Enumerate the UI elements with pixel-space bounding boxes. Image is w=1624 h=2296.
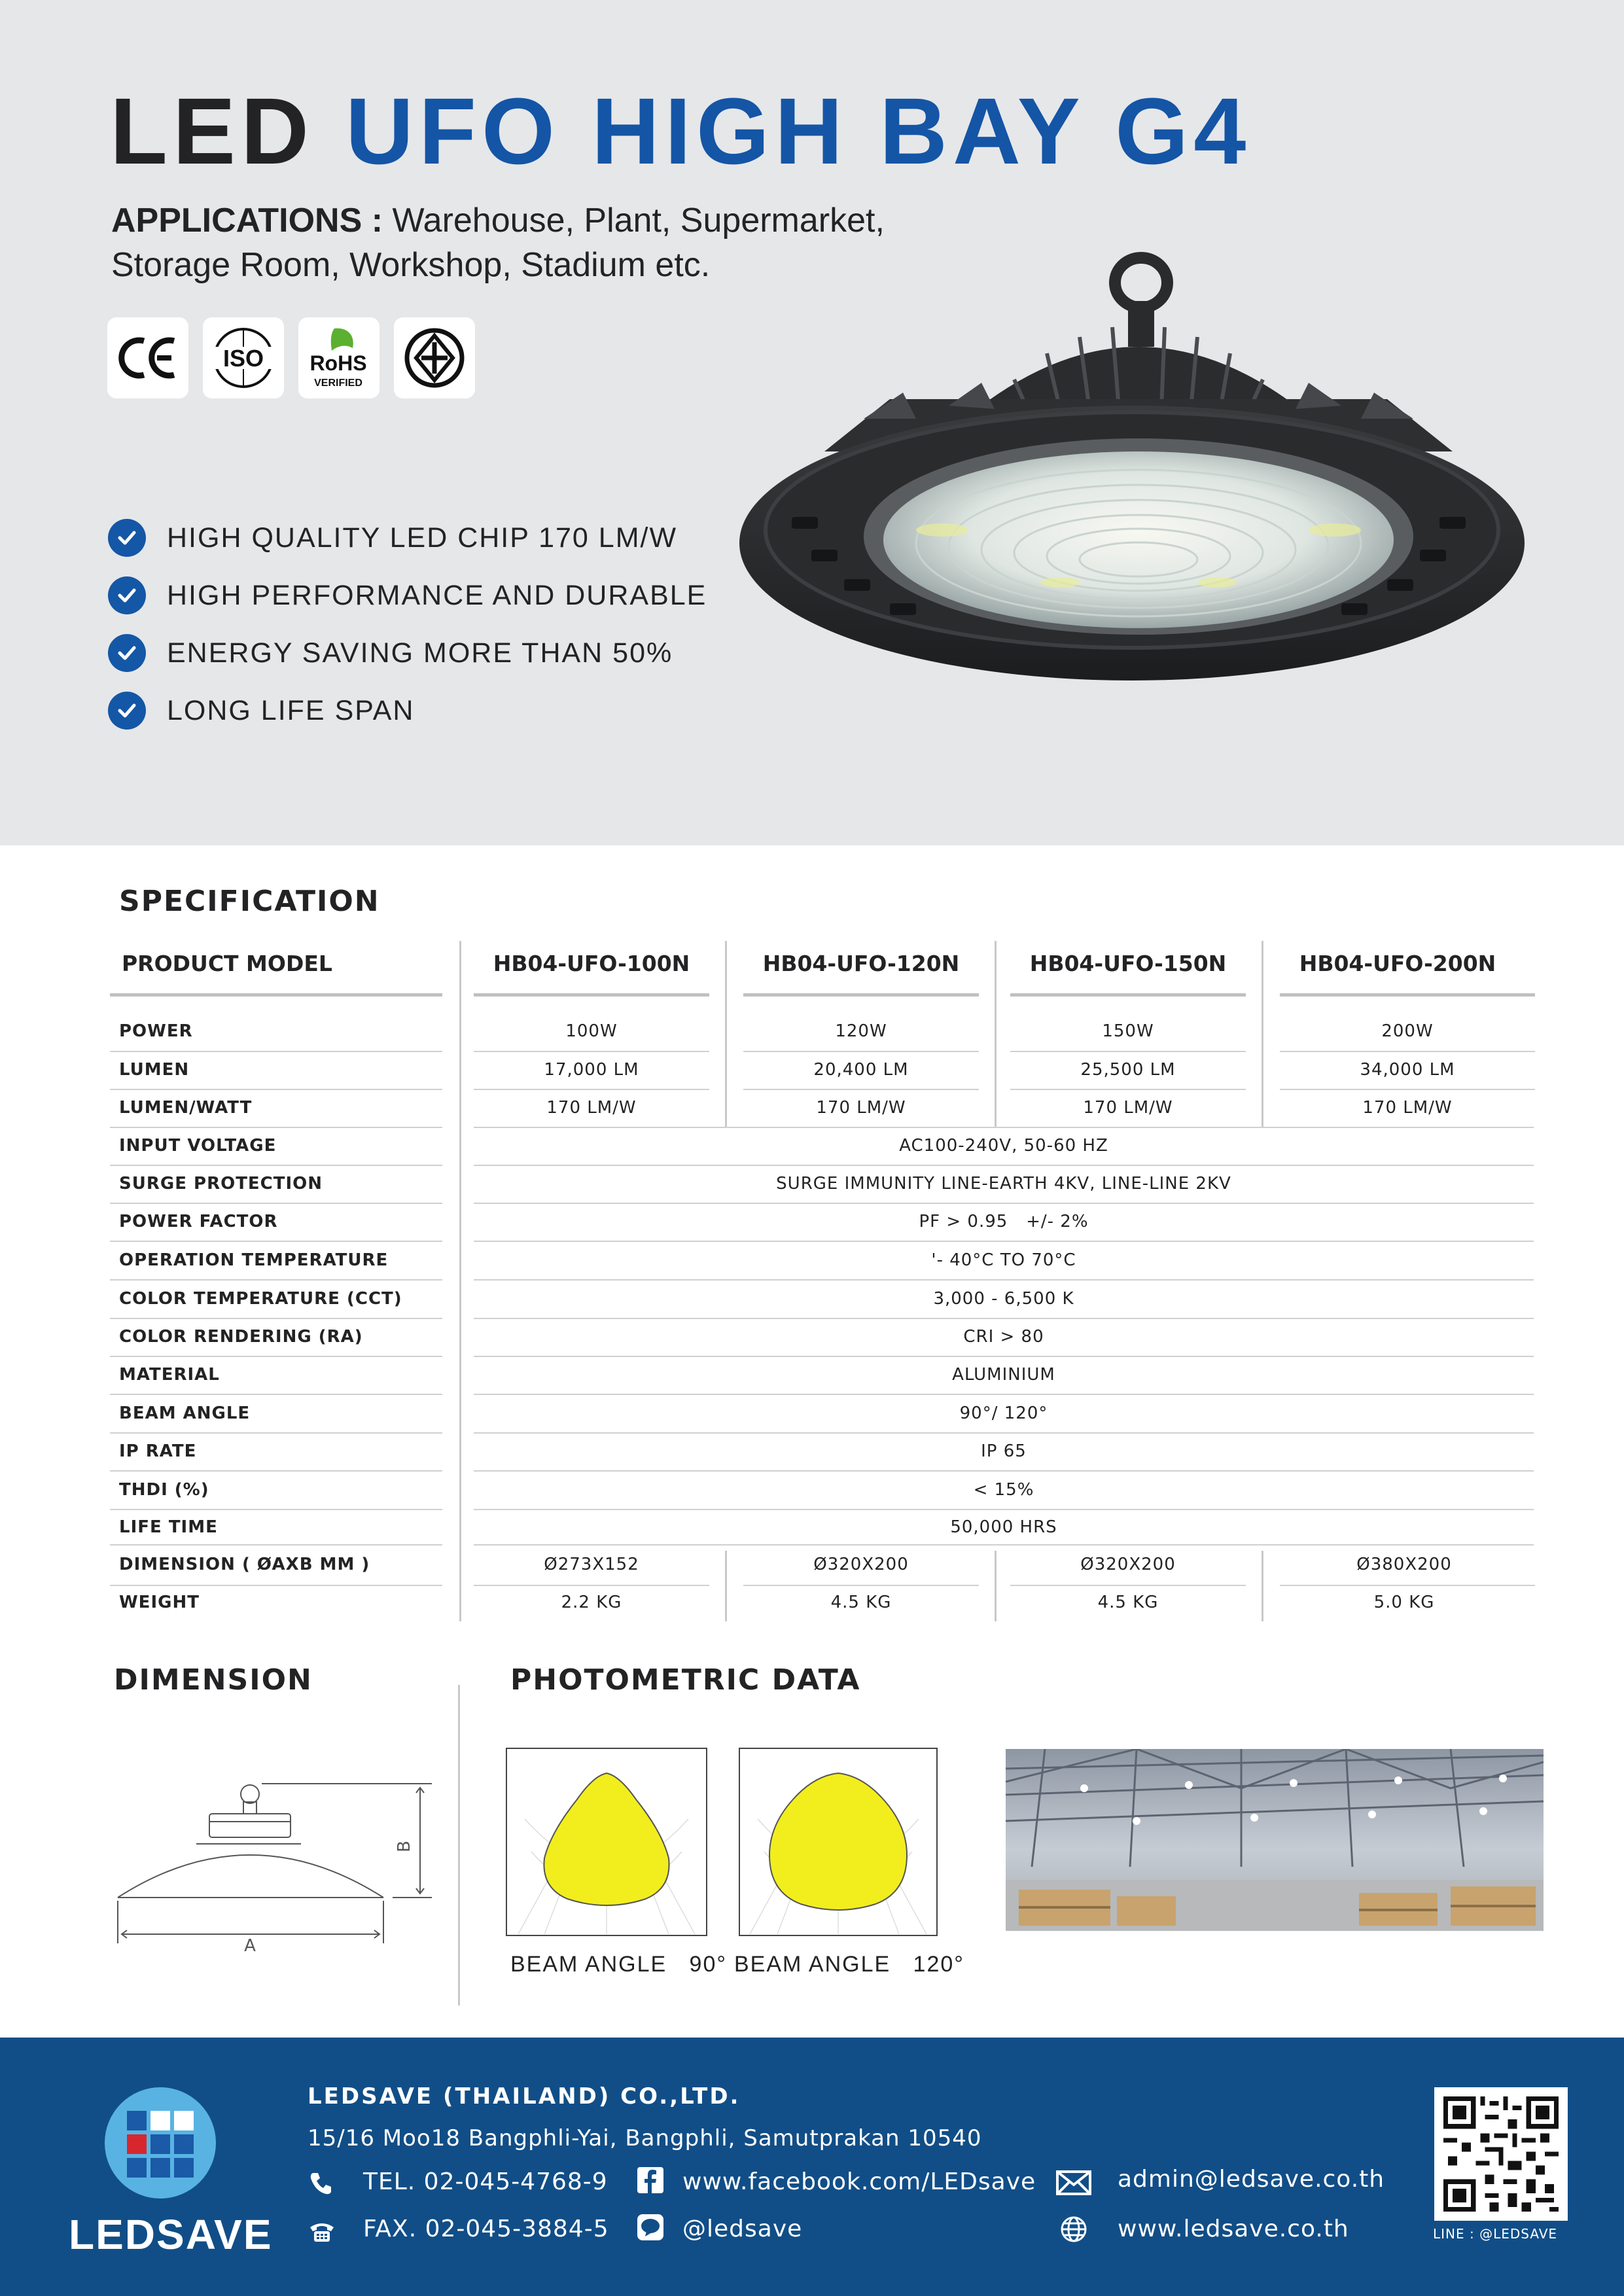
row-rule bbox=[1280, 1089, 1535, 1090]
column-divider bbox=[459, 941, 461, 1621]
ledsave-logo bbox=[105, 2087, 216, 2199]
dimension-title: DIMENSION bbox=[114, 1663, 313, 1697]
model-header: HB04-UFO-150N bbox=[1029, 951, 1227, 976]
spec-value: 50,000 HRS bbox=[950, 1517, 1057, 1537]
spec-value: Ø273X152 bbox=[544, 1555, 639, 1574]
feature-text: HIGH PERFORMANCE AND DURABLE bbox=[167, 579, 707, 611]
beam-angle-value: 90° bbox=[689, 1952, 727, 1977]
column-divider bbox=[1262, 941, 1263, 1128]
product-image-ufo-lamp bbox=[733, 242, 1531, 713]
spec-value: 170 LM/W bbox=[1083, 1098, 1173, 1118]
row-rule bbox=[474, 1432, 1534, 1434]
row-rule bbox=[1010, 1585, 1246, 1586]
row-rule bbox=[743, 1585, 979, 1586]
email-icon bbox=[1056, 2170, 1091, 2195]
beam-angle-label: BEAM ANGLE bbox=[510, 1952, 667, 1977]
row-rule bbox=[474, 1203, 1534, 1204]
spec-value: 170 LM/W bbox=[1362, 1098, 1453, 1118]
column-divider bbox=[725, 941, 727, 1128]
spec-value: 200W bbox=[1381, 1021, 1434, 1041]
spec-label: MATERIAL bbox=[119, 1365, 220, 1385]
photometric-title: PHOTOMETRIC DATA bbox=[510, 1663, 861, 1697]
beam-angle-value: 120° bbox=[913, 1952, 964, 1977]
beam-angle-90-label bbox=[510, 1952, 727, 1977]
spec-label: POWER FACTOR bbox=[119, 1212, 278, 1231]
spec-value: ALUMINIUM bbox=[952, 1365, 1055, 1385]
applications-label: APPLICATIONS : bbox=[111, 202, 383, 239]
brand-name: LEDSAVE bbox=[69, 2211, 273, 2258]
spec-label: SURGE PROTECTION bbox=[119, 1174, 323, 1193]
line-app-icon bbox=[637, 2214, 663, 2240]
qr-caption: LINE : @LEDSAVE bbox=[1433, 2226, 1558, 2242]
spec-label: INPUT VOLTAGE bbox=[119, 1136, 277, 1156]
spec-value: 170 LM/W bbox=[816, 1098, 906, 1118]
certification-badges bbox=[107, 317, 475, 398]
line-qr-code[interactable] bbox=[1434, 2087, 1568, 2221]
product-model-header: PRODUCT MODEL bbox=[122, 951, 332, 976]
feature-item bbox=[108, 509, 707, 567]
spec-value: 25,500 LM bbox=[1080, 1060, 1176, 1080]
spec-label: LUMEN bbox=[119, 1060, 190, 1080]
check-icon bbox=[108, 692, 146, 730]
spec-value: IP 65 bbox=[981, 1441, 1027, 1461]
spec-value: SURGE IMMUNITY LINE-EARTH 4KV, LINE-LINE 2KV bbox=[776, 1174, 1231, 1193]
section-divider bbox=[458, 1685, 460, 2005]
polar-plot-90 bbox=[505, 1747, 708, 1937]
row-rule bbox=[743, 1051, 979, 1052]
feature-item bbox=[108, 624, 707, 682]
spec-label: IP RATE bbox=[119, 1441, 197, 1461]
telephone: TEL. 02-045-4768-9 bbox=[363, 2168, 608, 2195]
model-header: HB04-UFO-100N bbox=[493, 951, 690, 976]
footer bbox=[0, 2038, 1624, 2296]
facebook-icon bbox=[637, 2167, 663, 2193]
company-address: 15/16 Moo18 Bangphli-Yai, Bangphli, Samutprakan 10540 bbox=[308, 2125, 982, 2151]
spec-value: 17,000 LM bbox=[544, 1060, 639, 1080]
check-icon bbox=[108, 634, 146, 672]
spec-value: PF > 0.95 +/- 2% bbox=[919, 1212, 1089, 1231]
globe-icon bbox=[1060, 2216, 1087, 2243]
spec-value: 4.5 KG bbox=[1097, 1593, 1159, 1612]
hero-section bbox=[0, 0, 1624, 845]
row-rule bbox=[110, 1585, 442, 1586]
spec-value: 4.5 KG bbox=[830, 1593, 892, 1612]
feature-list bbox=[108, 509, 707, 739]
row-rule bbox=[474, 1318, 1534, 1319]
spec-label: WEIGHT bbox=[119, 1593, 200, 1612]
spec-value: 90°/ 120° bbox=[959, 1404, 1048, 1423]
spec-label: LUMEN/WATT bbox=[119, 1098, 253, 1118]
row-rule bbox=[474, 1544, 1534, 1545]
rohs-verified-icon bbox=[298, 317, 380, 398]
dimension-drawing bbox=[105, 1767, 445, 1963]
spec-label: LIFE TIME bbox=[119, 1517, 218, 1537]
page-title bbox=[110, 77, 1251, 186]
specification-table bbox=[110, 941, 1534, 1621]
spec-value: 34,000 LM bbox=[1360, 1060, 1455, 1080]
row-rule bbox=[474, 1051, 709, 1052]
line-id[interactable]: @ledsave bbox=[682, 2216, 803, 2242]
applications-line1: Warehouse, Plant, Supermarket, bbox=[392, 202, 885, 239]
spec-value: 2.2 KG bbox=[561, 1593, 622, 1612]
row-rule bbox=[110, 1544, 442, 1545]
dimension-label-b: B bbox=[395, 1841, 414, 1852]
spec-value: 5.0 KG bbox=[1373, 1593, 1435, 1612]
spec-value: 3,000 - 6,500 K bbox=[933, 1289, 1074, 1309]
row-rule bbox=[110, 1089, 442, 1090]
spec-value: 120W bbox=[835, 1021, 887, 1041]
row-rule bbox=[110, 1470, 442, 1472]
row-rule bbox=[474, 1279, 1534, 1280]
row-rule bbox=[1010, 1089, 1246, 1090]
applications-line2: Storage Room, Workshop, Stadium etc. bbox=[111, 246, 711, 284]
row-rule bbox=[110, 1318, 442, 1319]
row-rule bbox=[474, 1127, 1534, 1128]
row-rule bbox=[1280, 1585, 1535, 1586]
spec-label: POWER bbox=[119, 1021, 193, 1041]
spec-label: OPERATION TEMPERATURE bbox=[119, 1250, 389, 1270]
row-rule bbox=[110, 1279, 442, 1280]
header-rule bbox=[743, 993, 979, 997]
column-divider bbox=[995, 941, 997, 1128]
facebook-link[interactable]: www.facebook.com/LEDsave bbox=[682, 2168, 1036, 2195]
iso-mark-icon bbox=[203, 317, 284, 398]
column-divider bbox=[1262, 1551, 1263, 1621]
spec-value: '- 40°C TO 70°C bbox=[931, 1250, 1076, 1270]
row-rule bbox=[1010, 1051, 1246, 1052]
spec-value: 20,400 LM bbox=[813, 1060, 909, 1080]
beam-angle-label: BEAM ANGLE bbox=[734, 1952, 891, 1977]
rohs-verified-text: VERIFIED bbox=[314, 378, 362, 389]
company-name: LEDSAVE (THAILAND) CO.,LTD. bbox=[308, 2083, 741, 2110]
email-link[interactable]: admin@ledsave.co.th bbox=[1118, 2166, 1385, 2193]
row-rule bbox=[110, 1509, 442, 1510]
header-rule bbox=[1010, 993, 1246, 997]
model-header: HB04-UFO-120N bbox=[762, 951, 960, 976]
header-rule bbox=[474, 993, 709, 997]
website-link[interactable]: www.ledsave.co.th bbox=[1118, 2216, 1349, 2242]
fax: FAX. 02-045-3884-5 bbox=[363, 2216, 609, 2242]
polar-plot-120 bbox=[738, 1747, 938, 1937]
spec-value: < 15% bbox=[973, 1480, 1034, 1500]
spec-value: Ø320X200 bbox=[1080, 1555, 1176, 1574]
model-header: HB04-UFO-200N bbox=[1299, 951, 1496, 976]
row-rule bbox=[474, 1509, 1534, 1510]
spec-value: AC100-240V, 50-60 HZ bbox=[899, 1136, 1108, 1156]
iso-text: ISO bbox=[222, 345, 264, 372]
feature-text: ENERGY SAVING MORE THAN 50% bbox=[167, 637, 673, 669]
column-divider bbox=[725, 1551, 727, 1621]
feature-item bbox=[108, 682, 707, 739]
title-led: LED bbox=[110, 79, 314, 184]
row-rule bbox=[474, 1585, 709, 1586]
spec-value: 170 LM/W bbox=[546, 1098, 637, 1118]
spec-value: 100W bbox=[565, 1021, 618, 1041]
dimension-label-a: A bbox=[244, 1936, 256, 1956]
row-rule bbox=[110, 1203, 442, 1204]
row-rule bbox=[110, 1127, 442, 1128]
spec-label: COLOR TEMPERATURE (CCT) bbox=[119, 1289, 402, 1309]
header-rule bbox=[110, 993, 442, 997]
rohs-text: RoHS bbox=[309, 351, 367, 375]
row-rule bbox=[743, 1089, 979, 1090]
row-rule bbox=[110, 1241, 442, 1242]
fax-icon bbox=[308, 2218, 336, 2244]
row-rule bbox=[110, 1394, 442, 1395]
spec-label: BEAM ANGLE bbox=[119, 1404, 251, 1423]
row-rule bbox=[474, 1356, 1534, 1357]
row-rule bbox=[474, 1470, 1534, 1472]
row-rule bbox=[474, 1165, 1534, 1166]
check-icon bbox=[108, 519, 146, 557]
column-divider bbox=[995, 1551, 997, 1621]
spec-label: THDI (%) bbox=[119, 1480, 209, 1500]
row-rule bbox=[1280, 1051, 1535, 1052]
row-rule bbox=[474, 1394, 1534, 1395]
row-rule bbox=[110, 1356, 442, 1357]
row-rule bbox=[474, 1241, 1534, 1242]
feature-text: LONG LIFE SPAN bbox=[167, 694, 415, 726]
beam-angle-120-label bbox=[734, 1952, 964, 1977]
row-rule bbox=[474, 1089, 709, 1090]
feature-item bbox=[108, 567, 707, 624]
spec-value: 150W bbox=[1102, 1021, 1154, 1041]
title-model: UFO HIGH BAY G4 bbox=[345, 79, 1252, 184]
warehouse-photo bbox=[1006, 1749, 1544, 1931]
row-rule bbox=[110, 1051, 442, 1052]
header-rule bbox=[1280, 993, 1535, 997]
row-rule bbox=[110, 1432, 442, 1434]
spec-label: DIMENSION ( ØAXB MM ) bbox=[119, 1555, 370, 1574]
specification-title: SPECIFICATION bbox=[119, 885, 380, 918]
ce-mark-icon bbox=[107, 317, 188, 398]
spec-value: Ø380X200 bbox=[1356, 1555, 1452, 1574]
spec-value: Ø320X200 bbox=[813, 1555, 909, 1574]
tis-mark-icon bbox=[394, 317, 475, 398]
check-icon bbox=[108, 576, 146, 614]
phone-icon bbox=[308, 2170, 334, 2197]
spec-label: COLOR RENDERING (RA) bbox=[119, 1327, 363, 1347]
spec-value: CRI > 80 bbox=[963, 1327, 1044, 1347]
row-rule bbox=[110, 1165, 442, 1166]
feature-text: HIGH QUALITY LED CHIP 170 LM/W bbox=[167, 521, 678, 554]
